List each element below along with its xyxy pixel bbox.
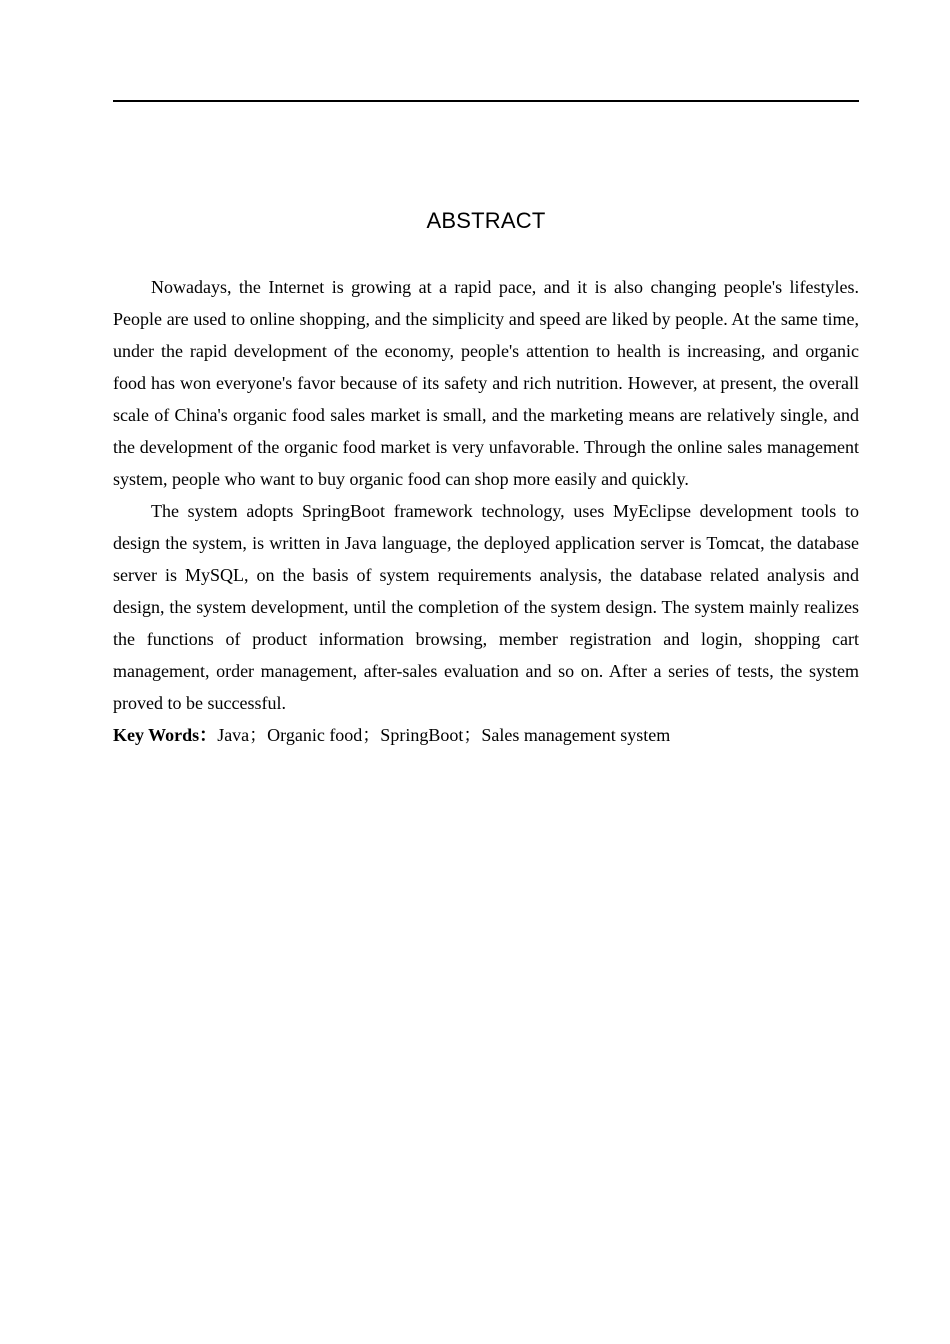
header-rule xyxy=(113,100,859,102)
abstract-paragraph-1: Nowadays, the Internet is growing at a rapid pace, and it is also changing people's lifestyles. People are used to online shopping, and the simplicity and speed are liked by people. At the same time, under the rapid development of the economy, people's attention to health is increasing, and organic food has won everyone's favor because of its safety and rich nutrition. However, at present, the overall scale of China's organic food sales market is small, and the marketing means are relatively single, and the development of the organic food market is very unfavorable. Through the online sales management system, people who want to buy organic food can shop more easily and quickly. xyxy=(113,277,859,489)
abstract-body xyxy=(113,271,859,751)
abstract-paragraph-2: The system adopts SpringBoot framework technology, uses MyEclipse development tools to design the system, is written in Java language, the deployed application server is Tomcat, the database server is MySQL, on the basis of system requirements analysis, the database related analysis and design, the system development, until the completion of the system design. The system mainly realizes the functions of product information browsing, member registration and login, shopping cart management, order management, after-sales evaluation and so on. After a series of tests, the system proved to be successful. xyxy=(113,501,859,713)
abstract-title: ABSTRACT xyxy=(426,208,546,233)
keywords-line xyxy=(113,719,859,751)
keywords-text: Java；Organic food；SpringBoot；Sales management system xyxy=(217,725,671,745)
keywords-label: Key Words： xyxy=(113,725,218,745)
